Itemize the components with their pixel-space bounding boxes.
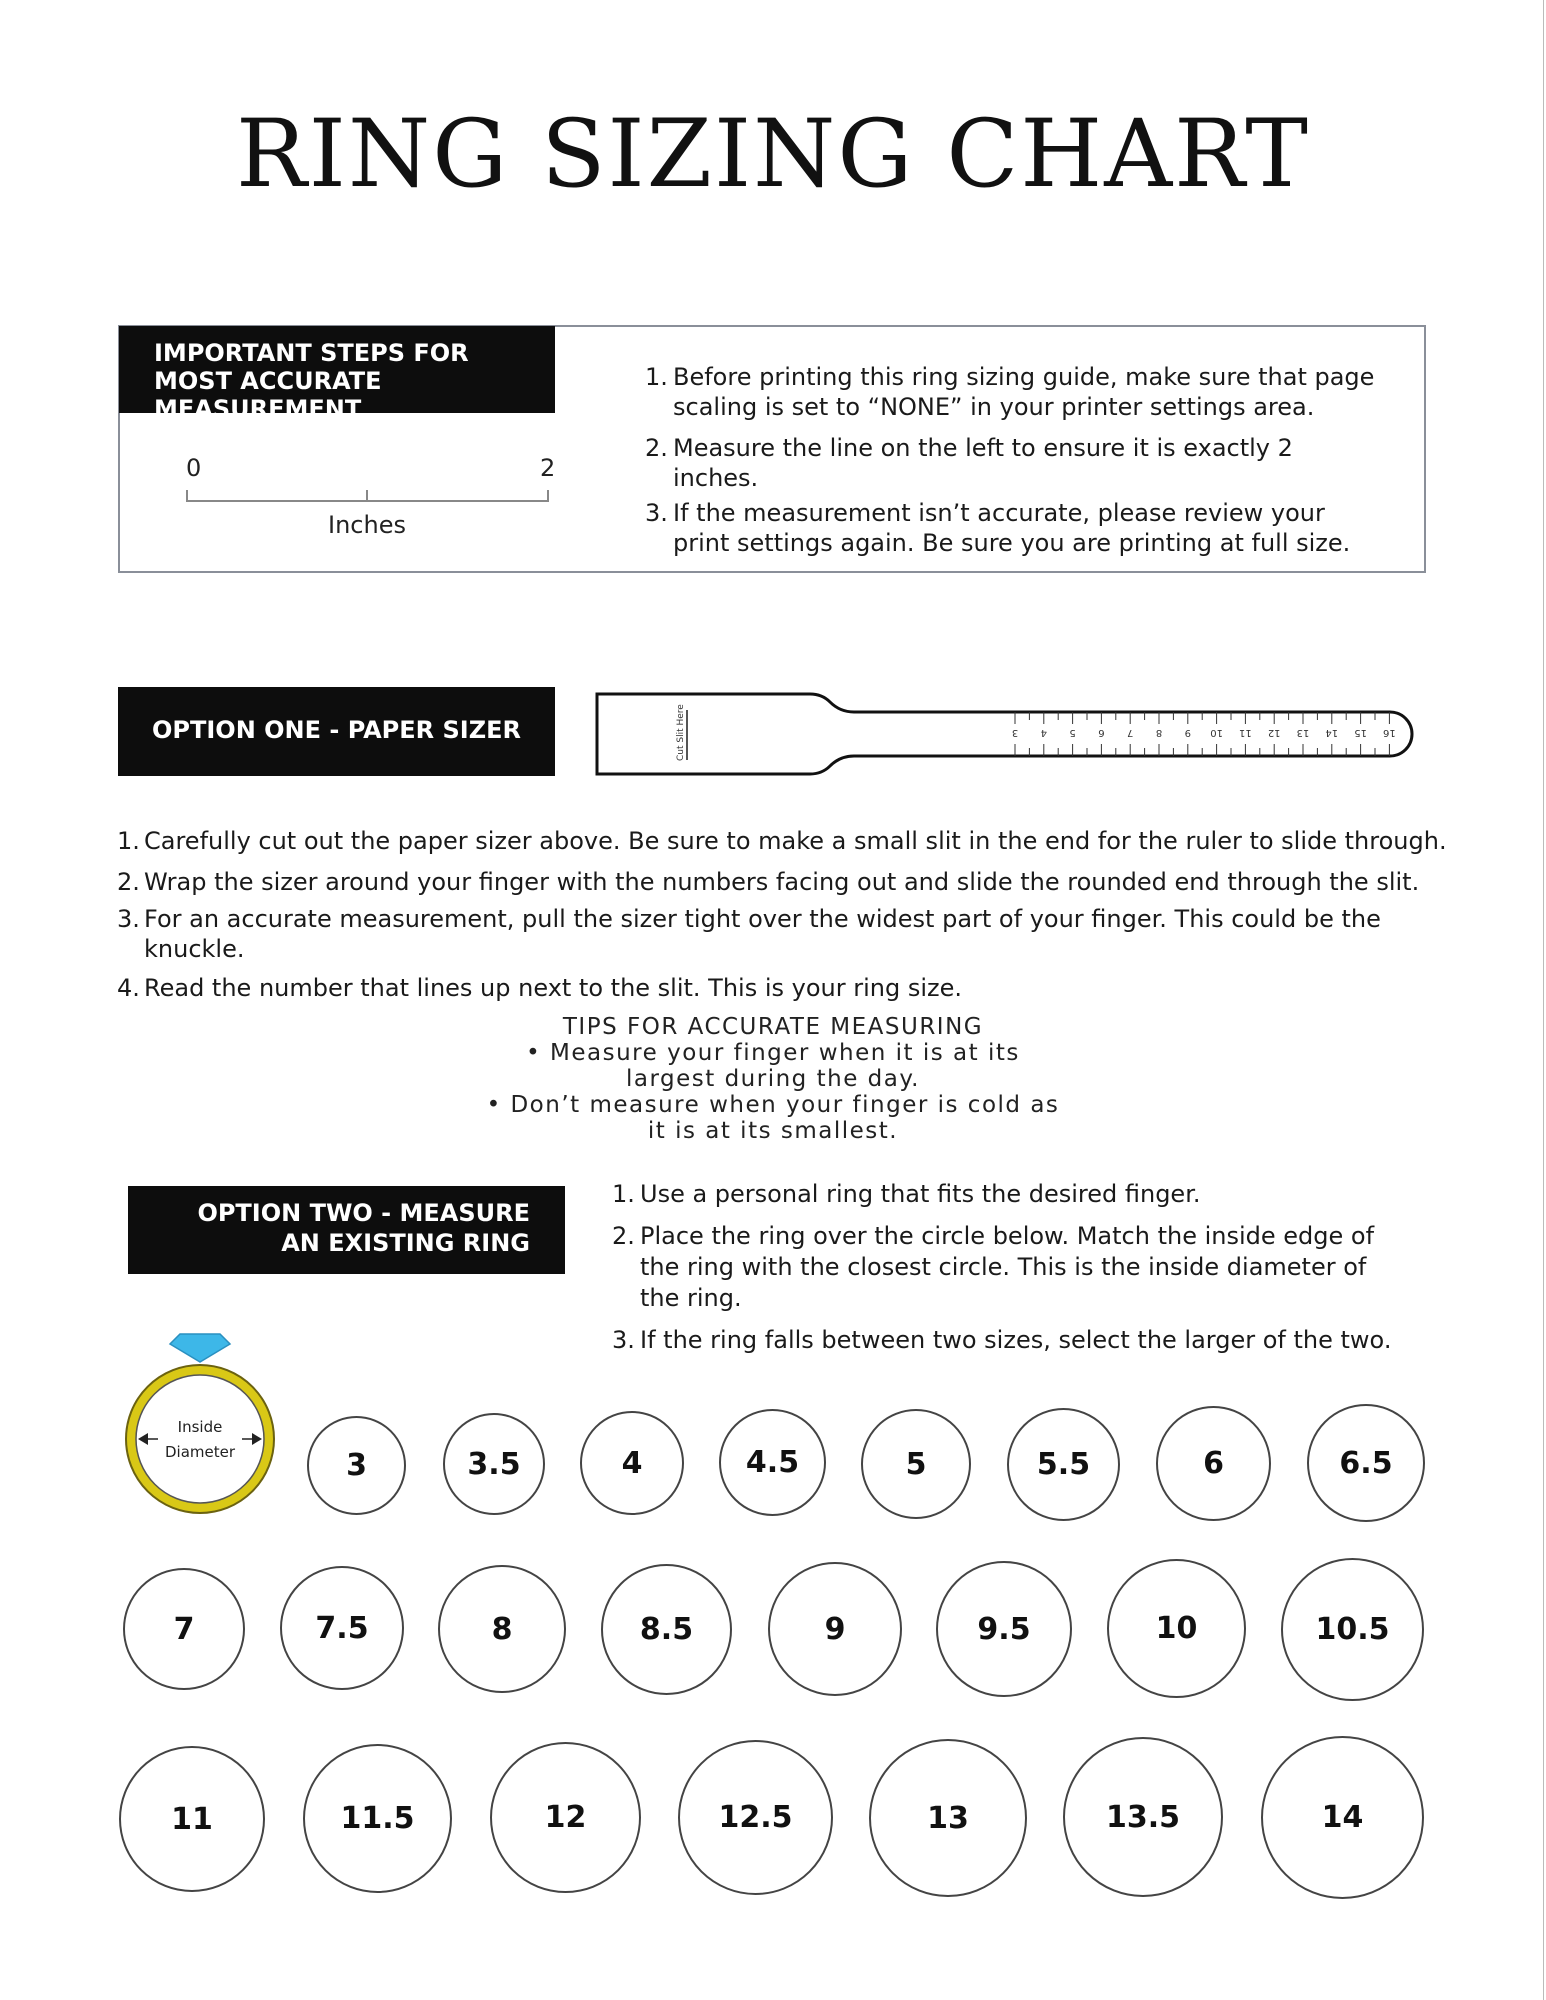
list-item: 3. If the ring falls between two sizes, select the larger of the two. bbox=[612, 1326, 1392, 1354]
sizer-number: 4 bbox=[1040, 727, 1047, 738]
sizer-number: 9 bbox=[1184, 727, 1191, 738]
sizer-number: 13 bbox=[1296, 727, 1310, 738]
size-circle: 7.5 bbox=[280, 1566, 404, 1690]
list-item: 1. Carefully cut out the paper sizer above. Be sure to make a small slit in the end for the ruler to slide through. bbox=[117, 827, 1447, 855]
sizer-number: 11 bbox=[1239, 727, 1252, 738]
list-item: 4. Read the number that lines up next to the slit. This is your ring size. bbox=[117, 974, 963, 1002]
size-circle: 13.5 bbox=[1063, 1737, 1223, 1897]
sizer-number: 6 bbox=[1098, 727, 1105, 738]
inside-label: Inside bbox=[177, 1418, 223, 1436]
diameter-label: Diameter bbox=[164, 1443, 236, 1461]
important-steps-heading: IMPORTANT STEPS FOR MOST ACCURATE MEASUREMENT bbox=[119, 326, 555, 413]
list-item: 3. If the measurement isn’t accurate, please review your print settings again. Be sure you are printing at full size. bbox=[645, 499, 1351, 557]
size-circle: 6.5 bbox=[1307, 1404, 1425, 1522]
sizer-number: 8 bbox=[1155, 727, 1163, 738]
size-circle: 9 bbox=[768, 1562, 902, 1696]
tip-item: • Don’t measure when your finger is cold as it is at its smallest. bbox=[486, 1092, 1060, 1144]
size-circle: 11.5 bbox=[303, 1744, 452, 1893]
ruler-end-label: 2 bbox=[540, 454, 556, 482]
size-circle: 4.5 bbox=[719, 1409, 826, 1516]
ruler-start-label: 0 bbox=[186, 454, 202, 482]
ruler-unit-label: Inches bbox=[328, 511, 406, 539]
size-circle: 6 bbox=[1156, 1406, 1271, 1521]
list-item: 3. For an accurate measurement, pull the sizer tight over the widest part of your finger. This could be the knuckle. bbox=[117, 905, 1381, 963]
tips-heading: TIPS FOR ACCURATE MEASURING bbox=[562, 1014, 984, 1040]
option-one-heading: OPTION ONE - PAPER SIZER bbox=[118, 687, 555, 776]
cut-slit-label: Cut Slit Here bbox=[676, 704, 686, 761]
sizer-number: 14 bbox=[1325, 727, 1339, 738]
page-title: RING SIZING CHART bbox=[236, 100, 1310, 209]
size-circle: 3.5 bbox=[443, 1413, 545, 1515]
sizer-number: 7 bbox=[1127, 727, 1134, 738]
size-circle: 8.5 bbox=[601, 1564, 732, 1695]
size-circle: 9.5 bbox=[936, 1561, 1072, 1697]
size-circle: 5 bbox=[861, 1409, 971, 1519]
size-circle: 14 bbox=[1261, 1736, 1424, 1899]
sizer-number: 3 bbox=[1011, 727, 1019, 738]
size-circle: 12 bbox=[490, 1742, 641, 1893]
size-circle: 5.5 bbox=[1007, 1408, 1120, 1521]
list-item: 1. Use a personal ring that fits the desired finger. bbox=[612, 1180, 1201, 1208]
page-edge bbox=[1543, 0, 1544, 2000]
list-item: 1. Before printing this ring sizing guide, make sure that page scaling is set to “NONE” in your printer settings area. bbox=[645, 363, 1375, 421]
size-circle: 11 bbox=[119, 1746, 265, 1892]
sizer-number: 10 bbox=[1210, 727, 1223, 738]
sizer-number: 5 bbox=[1069, 727, 1076, 738]
size-circle: 13 bbox=[869, 1739, 1027, 1897]
size-circle: 7 bbox=[123, 1568, 245, 1690]
sizer-number: 16 bbox=[1383, 727, 1396, 738]
size-circle: 10.5 bbox=[1281, 1558, 1424, 1701]
sizer-number: 15 bbox=[1354, 727, 1367, 738]
list-item: 2. Place the ring over the circle below. Match the inside edge of the ring with the closest circle. This is the inside diameter of the ring. bbox=[612, 1222, 1375, 1312]
size-circle: 8 bbox=[438, 1565, 566, 1693]
sizer-number: 12 bbox=[1267, 727, 1281, 738]
option-two-heading: OPTION TWO - MEASURE AN EXISTING RING bbox=[128, 1186, 565, 1274]
list-item: 2. Measure the line on the left to ensure it is exactly 2 inches. bbox=[645, 434, 1293, 492]
size-circle: 12.5 bbox=[678, 1740, 833, 1895]
size-circle: 3 bbox=[307, 1416, 406, 1515]
list-item: 2. Wrap the sizer around your finger with the numbers facing out and slide the rounded end through the slit. bbox=[117, 868, 1420, 896]
size-circle: 4 bbox=[580, 1411, 684, 1515]
size-circle: 10 bbox=[1107, 1559, 1246, 1698]
tip-item: • Measure your finger when it is at its largest during the day. bbox=[526, 1040, 1020, 1092]
